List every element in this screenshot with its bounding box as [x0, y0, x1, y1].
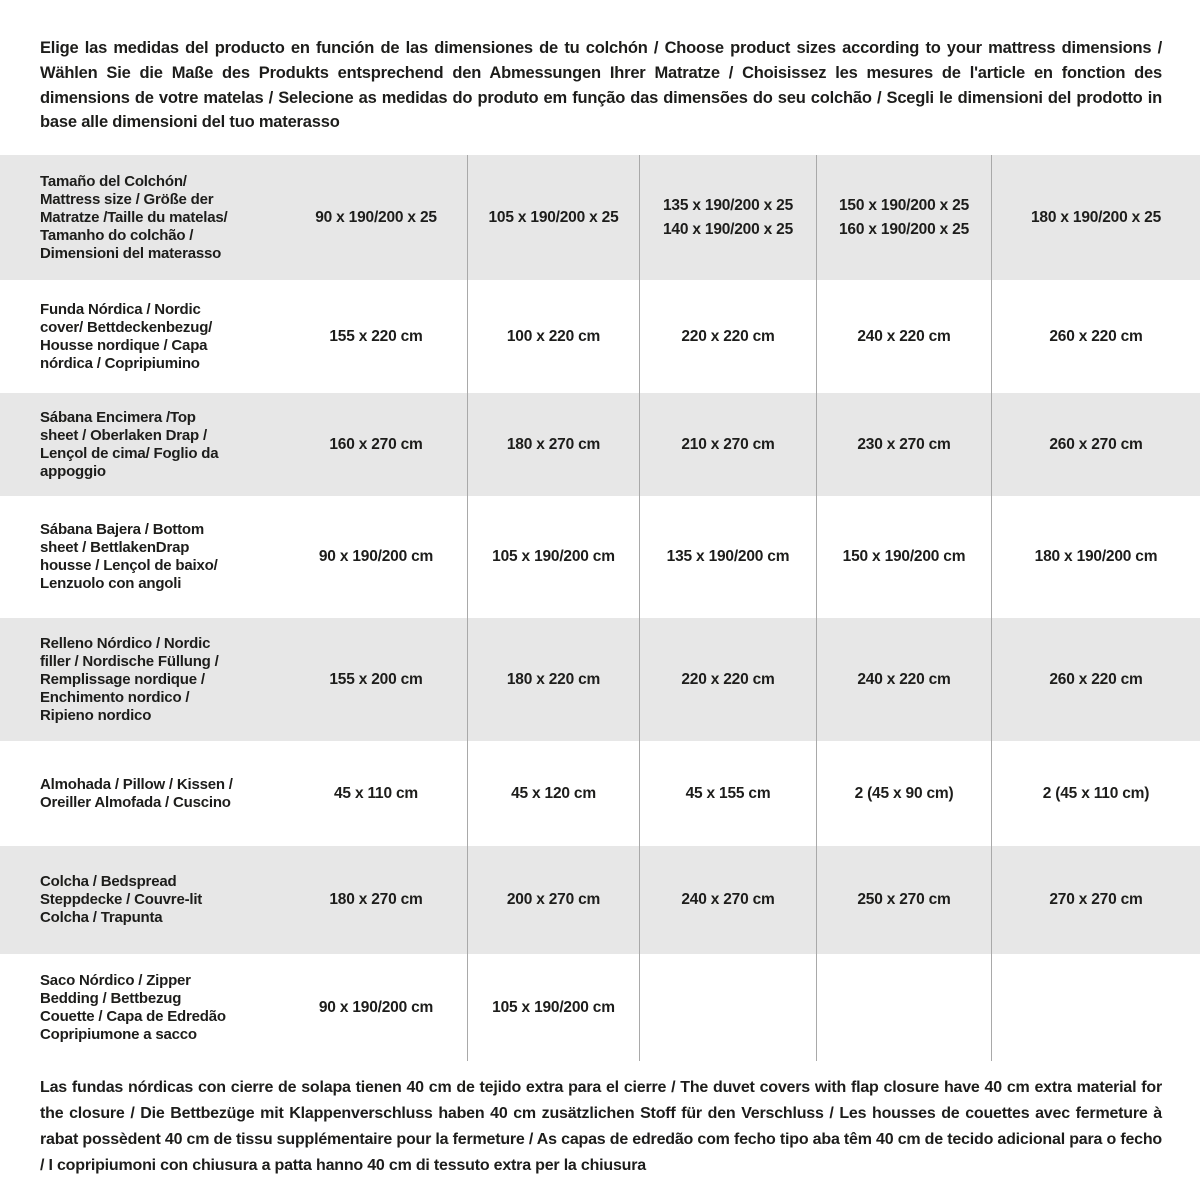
size-value: 270 x 270 cm — [1049, 891, 1143, 909]
row-label: Relleno Nórdico / Nordic filler / Nordische Füllung / Remplissage nordique / Enchimento nordico / Ripieno nordico — [40, 634, 219, 724]
header-col-135-140 — [640, 155, 817, 280]
size-value: 45 x 155 cm — [640, 741, 817, 846]
size-value: 45 x 110 cm — [285, 741, 468, 846]
size-value — [992, 954, 1200, 1061]
footnote-text: Las fundas nórdicas con cierre de solapa tienen 40 cm de tejido extra para el cierre / The duvet covers with flap closure have 40 cm extra material for the closure / Die Bettbezüge mit Klappenverschluss haben 40 cm zusätzlichen Stoff für den Verschluss / Les housses de couettes avec fermeture à rabat possèdent 40 cm de tissu supplémentaire pour la fermeture / As capas de edredão com fecho tipo aba têm 40 cm de tecido adicional para o fecho / I copripiumoni con chiusura a patta hanno 40 cm di tessuto extra per la chiusura — [40, 1079, 1162, 1174]
header-col-line: 90 x 190/200 x 25 — [315, 208, 437, 226]
header-col-line: 160 x 190/200 x 25 — [839, 220, 969, 238]
size-value: 260 x 220 cm — [1049, 670, 1143, 688]
size-value: 220 x 220 cm — [640, 618, 817, 741]
size-value: 155 x 200 cm — [285, 618, 468, 741]
table-row-pillow — [0, 741, 1200, 846]
size-value: 105 x 190/200 cm — [468, 496, 640, 618]
size-value: 250 x 270 cm — [817, 846, 992, 954]
row-label: Almohada / Pillow / Kissen / Oreiller Almofada / Cuscino — [40, 775, 233, 811]
header-col-150-160 — [817, 155, 992, 280]
size-value: 160 x 270 cm — [285, 393, 468, 496]
size-value: 150 x 190/200 cm — [817, 496, 992, 618]
header-col-line: 135 x 190/200 x 25 — [663, 197, 793, 215]
size-value: 2 (45 x 110 cm) — [1042, 784, 1150, 802]
row-label: Colcha / Bedspread Steppdecke / Couvre-lit Colcha / Trapunta — [40, 873, 203, 926]
row-label: Funda Nórdica / Nordic cover/ Bettdeckenbezug/ Housse nordique / Capa nórdica / Copripiumino — [40, 300, 213, 372]
table-header-row — [0, 155, 1200, 280]
size-value — [640, 954, 817, 1061]
size-value: 230 x 270 cm — [817, 393, 992, 496]
size-value: 90 x 190/200 cm — [285, 496, 468, 618]
size-value: 180 x 220 cm — [468, 618, 640, 741]
size-value: 155 x 220 cm — [285, 280, 468, 393]
table-row-bedspread — [0, 846, 1200, 954]
row-label: Sábana Bajera / Bottom sheet / BettlakenDrap housse / Lençol de baixo/ Lenzuolo con angoli — [40, 521, 218, 592]
table-row-nordic-cover — [0, 280, 1200, 393]
header-label-mattress-size: Tamaño del Colchón/ Mattress size / Größe der Matratze /Taille du matelas/ Tamanho do colchão / Dimensioni del materasso — [40, 172, 228, 262]
size-value: 240 x 220 cm — [817, 280, 992, 393]
size-value: 210 x 270 cm — [640, 393, 817, 496]
header-col-line: 180 x 190/200 x 25 — [1031, 208, 1161, 226]
size-value: 45 x 120 cm — [468, 741, 640, 846]
size-value: 105 x 190/200 cm — [468, 954, 640, 1061]
size-value: 200 x 270 cm — [468, 846, 640, 954]
size-value: 135 x 190/200 cm — [640, 496, 817, 618]
size-value: 180 x 270 cm — [468, 393, 640, 496]
size-value: 180 x 270 cm — [285, 846, 468, 954]
size-value: 240 x 220 cm — [817, 618, 992, 741]
table-row-top-sheet — [0, 393, 1200, 496]
table-row-nordic-filler — [0, 618, 1200, 741]
size-value: 90 x 190/200 cm — [285, 954, 468, 1061]
header-col-line: 105 x 190/200 x 25 — [488, 208, 619, 226]
row-label: Sábana Encimera /Top sheet / Oberlaken Drap / Lençol de cima/ Foglio da appoggio — [40, 408, 219, 480]
table-row-bottom-sheet — [0, 496, 1200, 618]
size-value: 220 x 220 cm — [640, 280, 817, 393]
header-col-line: 150 x 190/200 x 25 — [839, 197, 969, 215]
header-col-105 — [468, 155, 640, 280]
size-value — [817, 954, 992, 1061]
size-value: 260 x 220 cm — [1049, 327, 1143, 345]
size-table — [0, 155, 1200, 1061]
row-label: Saco Nórdico / Zipper Bedding / Bettbezug Couette / Capa de Edredão Copripiumone a sacco — [40, 971, 226, 1043]
header-col-line: 140 x 190/200 x 25 — [663, 220, 793, 238]
size-value: 240 x 270 cm — [640, 846, 817, 954]
size-value: 100 x 220 cm — [468, 280, 640, 393]
size-value: 260 x 270 cm — [1049, 435, 1143, 453]
header-col-180 — [992, 155, 1200, 280]
header-col-90 — [285, 155, 468, 280]
size-value: 2 (45 x 90 cm) — [817, 741, 992, 846]
size-value: 180 x 190/200 cm — [1034, 548, 1158, 566]
intro-text: Elige las medidas del producto en función de las dimensiones de tu colchón / Choose product sizes according to your mattress dimensions / Wählen Sie die Maße des Produkts entsprechend den Abmessungen Ihrer Matratze / Choisissez les mesures de l'article en fonction des dimensions de votre matelas / Selecione as medidas do produto em função das dimensões do seu colchão / Scegli le dimensioni del prodotto in base alle dimensioni del tuo materasso — [40, 39, 1162, 132]
table-row-zipper-bedding — [0, 954, 1200, 1061]
